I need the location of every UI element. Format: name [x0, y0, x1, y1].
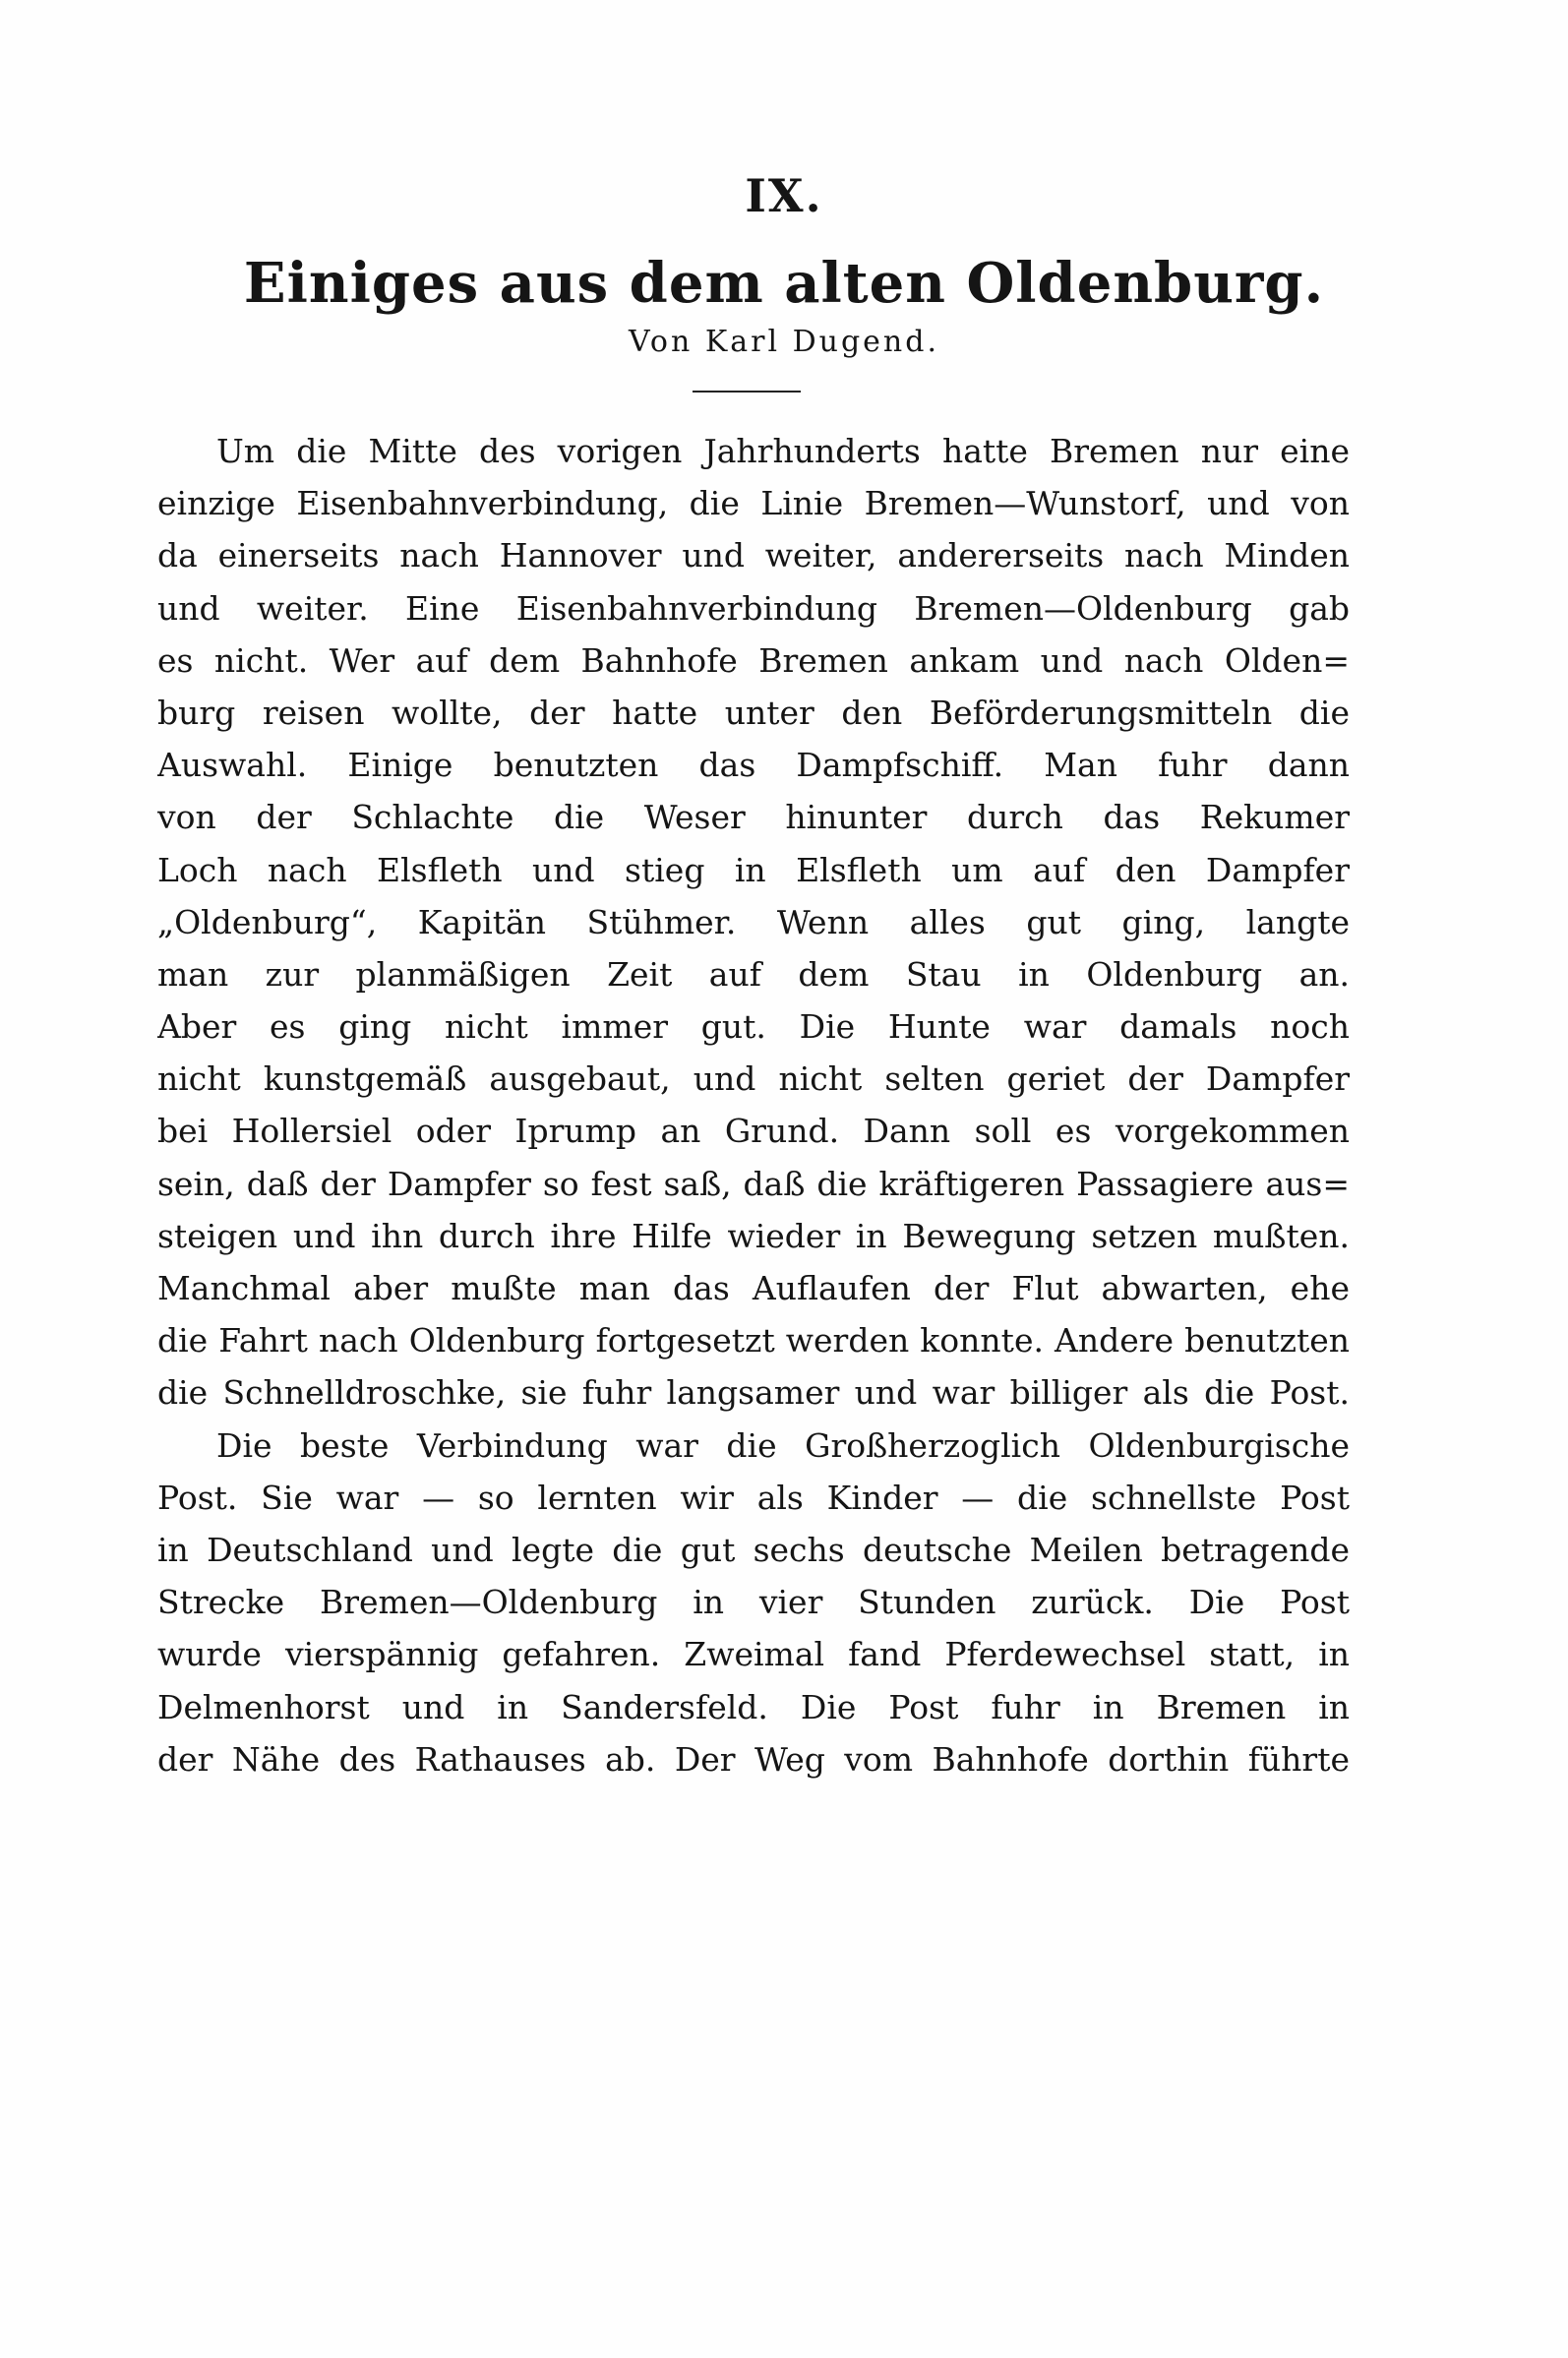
- text-line: sein, daß der Dampfer so fest saß, daß die kräftigeren Passagiere aus=: [157, 1164, 1350, 1203]
- text-line: Strecke Bremen—Oldenburg in vier Stunden zurück. Die Post: [157, 1583, 1350, 1622]
- text-line: und weiter. Eine Eisenbahnverbindung Bremen—Oldenburg gab: [157, 588, 1350, 628]
- text-line: in Deutschland und legte die gut sechs deutsche Meilen betragende: [157, 1530, 1350, 1569]
- text-line: Delmenhorst und in Sandersfeld. Die Post fuhr in Bremen in: [157, 1687, 1350, 1726]
- text-line: die Fahrt nach Oldenburg fortgesetzt werden konnte. Andere benutzten: [157, 1321, 1350, 1360]
- text-line: Um die Mitte des vorigen Jahrhunderts hatte Bremen nur eine: [216, 432, 1350, 470]
- chapter-number: IX.: [745, 169, 823, 222]
- text-line: nicht kunstgemäß ausgebaut, und nicht selten geriet der Dampfer: [157, 1059, 1350, 1099]
- title-divider: [693, 391, 801, 393]
- text-line: bei Hollersiel oder Iprump an Grund. Dann soll es vorgekommen: [157, 1112, 1350, 1151]
- text-line: steigen und ihn durch ihre Hilfe wieder in Bewegung setzen mußten.: [157, 1216, 1350, 1255]
- text-line: Auswahl. Einige benutzten das Dampfschiff. Man fuhr dann: [157, 746, 1350, 785]
- text-line: die Schnelldroschke, sie fuhr langsamer und war billiger als die Post.: [157, 1373, 1350, 1413]
- text-line: Die beste Verbindung war die Großherzoglich Oldenburgische: [216, 1425, 1350, 1465]
- text-line: „Oldenburg“, Kapitän Stühmer. Wenn alles gut ging, langte: [157, 902, 1350, 941]
- text-line: Loch nach Elsfleth und stieg in Elsfleth um auf den Dampfer: [157, 850, 1350, 889]
- chapter-title: Einiges aus dem alten Oldenburg.: [243, 251, 1325, 316]
- text-line: Manchmal aber mußte man das Auflaufen der Flut abwarten, ehe: [157, 1269, 1350, 1307]
- text-line: der Nähe des Rathauses ab. Der Weg vom Bahnhofe dorthin führte: [157, 1739, 1350, 1779]
- text-line: burg reisen wollte, der hatte unter den Beförderungsmitteln die: [157, 693, 1350, 732]
- text-line: Aber es ging nicht immer gut. Die Hunte war damals noch: [157, 1007, 1350, 1047]
- text-line: da einerseits nach Hannover und weiter, andererseits nach Minden: [157, 536, 1350, 575]
- text-line: man zur planmäßigen Zeit auf dem Stau in Oldenburg an.: [157, 954, 1350, 994]
- text-line: einzige Eisenbahnverbindung, die Linie Bremen—Wunstorf, und von: [157, 484, 1350, 523]
- text-line: von der Schlachte die Weser hinunter durch das Rekumer: [157, 798, 1350, 837]
- text-line: es nicht. Wer auf dem Bahnhofe Bremen ankam und nach Olden=: [157, 640, 1350, 680]
- body-text: [157, 425, 1350, 1785]
- author-byline: Von Karl Dugend.: [629, 325, 939, 359]
- text-line: Post. Sie war — so lernten wir als Kinder — die schnellste Post: [157, 1478, 1350, 1517]
- text-line: wurde vierspännig gefahren. Zweimal fand Pferdewechsel statt, in: [157, 1635, 1350, 1674]
